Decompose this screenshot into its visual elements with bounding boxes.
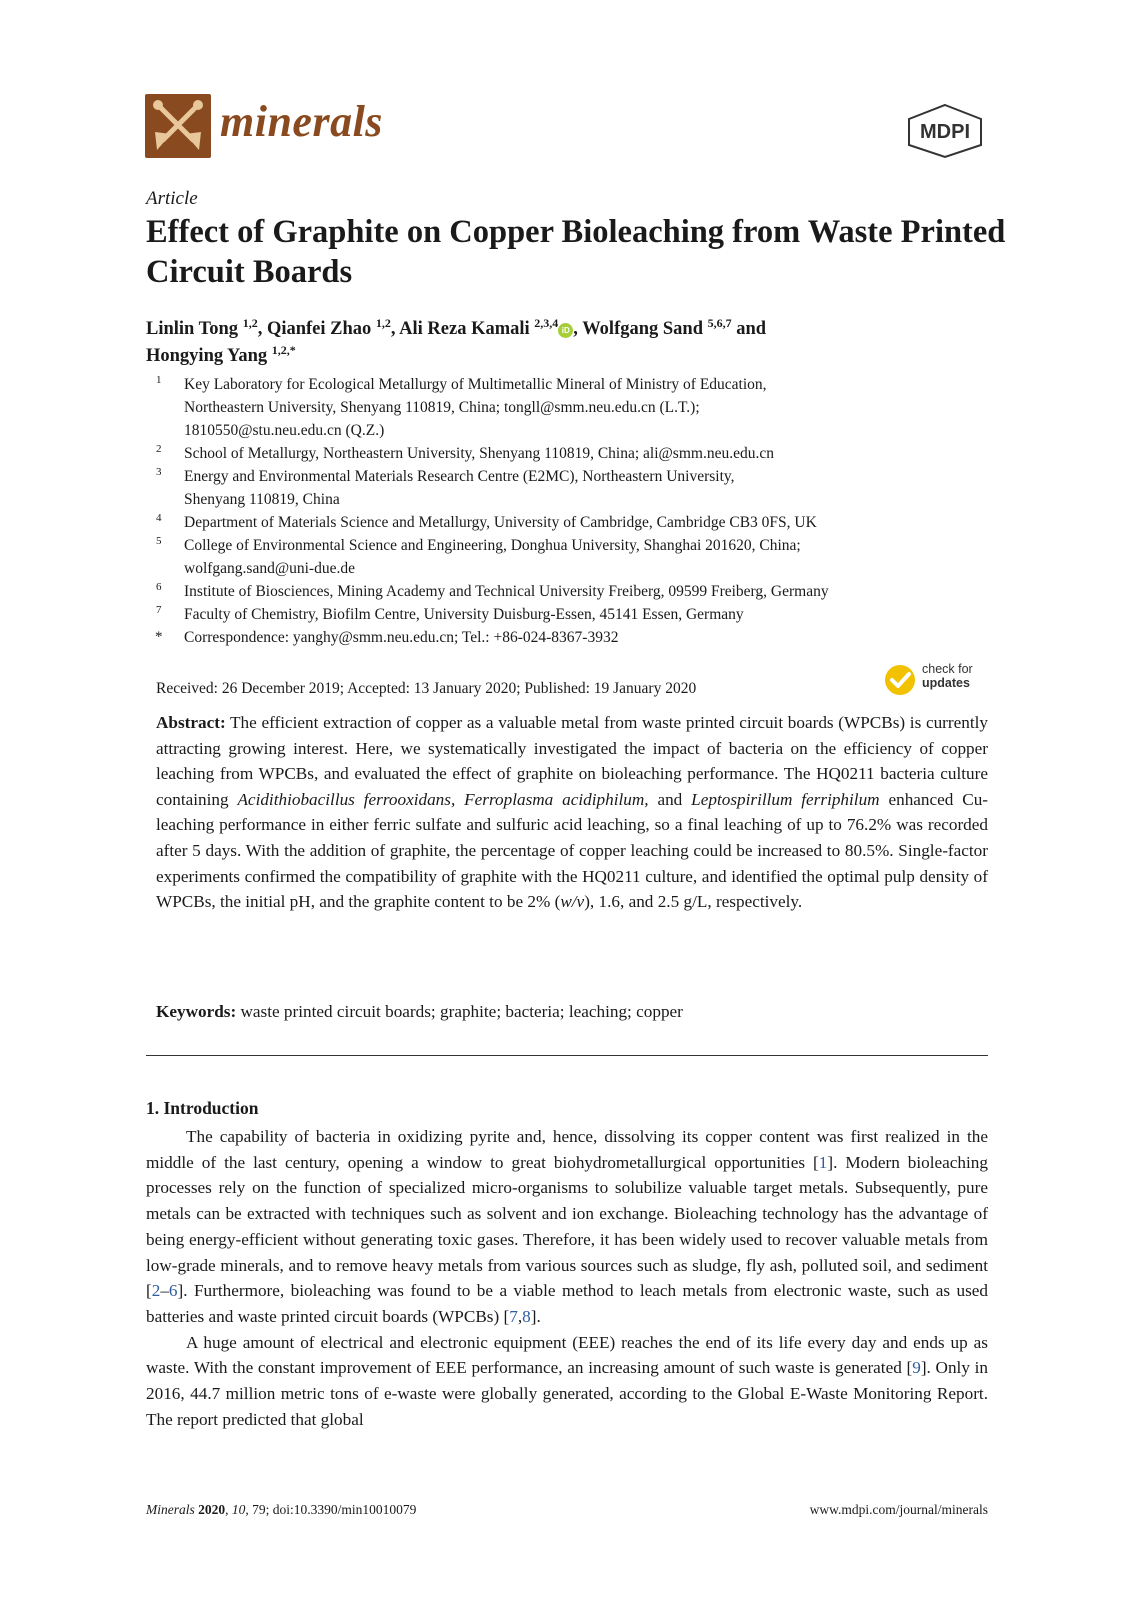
abstract-text: The efficient extraction of copper as a valuable metal from waste printed circuit boards (WPCBs) is currently attracting growing interest. Here, we systematically investigated the impact of bacteria on the efficiency of copper leaching from WPCBs, and evaluated the effect of graphite on bioleaching performance. The HQ0211 bacteria culture containing bbox=[156, 713, 988, 809]
publication-dates: Received: 26 December 2019; Accepted: 13 January 2020; Published: 19 January 2020 bbox=[156, 680, 697, 697]
affiliation-line: 1810550@stu.neu.edu.cn (Q.Z.) bbox=[184, 422, 385, 439]
author-list: Linlin Tong $^{1,2}$, Qianfei Zhao $^{1,2}$, Ali Reza Kamali $^{2,3,4}$iD , Wolfgang Sand $^{5,6,7}$ and Hongying Yang $^{1,2,*}$ bbox=[146, 316, 767, 366]
citation-link[interactable]: 7 bbox=[509, 1306, 518, 1326]
author-name[interactable]: Wolfgang Sand bbox=[582, 319, 704, 339]
check-for-updates-badge[interactable] bbox=[884, 660, 994, 700]
affiliation-mark: 6 bbox=[156, 581, 162, 593]
keywords-label: Keywords: bbox=[156, 1002, 237, 1021]
paragraph bbox=[146, 1124, 988, 1330]
abstract-label: Abstract: bbox=[156, 713, 226, 732]
paragraph-text: The capability of bacteria in oxidizing pyrite and, hence, dissolving its copper content was first realized in the middle of the last century, opening a window to great biohydrometallurgical opportunities [ bbox=[146, 1127, 988, 1172]
crossed-shovels-icon bbox=[145, 94, 211, 158]
abstract-text: enhanced Cu-leaching performance in either ferric sulfate and sulfuric acid leaching, so a final leaching of up to 76.2% was recorded after 5 days. With the addition of graphite, the percentage of copper leaching could be increased to 80.5%. Single-factor experiments confirmed the compatibility of graphite with the HQ0211 culture, and identified the optimal pulp density of WPCBs, the initial pH, and the graphite content to be 2% ( bbox=[156, 789, 989, 912]
affiliation-line: Department of Materials Science and Metallurgy, University of Cambridge, Cambridge CB3 0FS, UK bbox=[184, 514, 817, 531]
footer-journal: Minerals bbox=[146, 1502, 195, 1517]
affiliation-mark: 2 bbox=[156, 443, 162, 455]
affiliation-line: Energy and Environmental Materials Research Centre (E2MC), Northeastern University, bbox=[184, 468, 735, 485]
affiliation-item bbox=[150, 580, 1010, 603]
affiliation-item bbox=[150, 626, 1010, 649]
journal-url-link[interactable]: www.mdpi.com/journal/minerals bbox=[809, 1502, 988, 1517]
affiliation-mark: 7 bbox=[156, 604, 162, 616]
paper-title: Effect of Graphite on Copper Bioleaching from Waste Printed Circuit Boards bbox=[146, 214, 1006, 290]
abstract-italic: w/v bbox=[560, 892, 585, 912]
abstract-text: and bbox=[648, 789, 692, 809]
affiliation-mark: 4 bbox=[156, 512, 162, 524]
check-badge-icon bbox=[884, 664, 916, 696]
paragraph-text: ]. bbox=[530, 1306, 541, 1326]
check-updates-line1: check for bbox=[922, 662, 973, 676]
keywords-text: waste printed circuit boards; graphite; bacteria; leaching; copper bbox=[236, 1002, 683, 1021]
orcid-icon[interactable]: iD bbox=[558, 323, 573, 338]
affiliation-line: Correspondence: yanghy@smm.neu.edu.cn; Tel.: +86-024-8367-3932 bbox=[184, 629, 619, 646]
affiliation-line: Shenyang 110819, China bbox=[184, 491, 340, 508]
affiliation-line: wolfgang.sand@uni-due.de bbox=[184, 560, 355, 577]
author-name[interactable]: Linlin Tong bbox=[146, 319, 239, 339]
abstract-text: ), 1.6, and 2.5 g/L, respectively. bbox=[584, 892, 803, 912]
abstract bbox=[156, 710, 988, 915]
paragraph-text: ]. Only in 2016, 44.7 million metric tons of e-waste were globally generated, according to the Global E-Waste Monitoring Report. The report predicted that global bbox=[146, 1358, 988, 1429]
paragraph bbox=[146, 1330, 988, 1433]
affiliation-mark: * bbox=[155, 629, 163, 645]
affiliation-mark: 1 bbox=[156, 374, 162, 386]
affiliation-item bbox=[150, 534, 1010, 580]
affiliation-mark: 3 bbox=[156, 466, 162, 478]
author-name[interactable]: Qianfei Zhao bbox=[266, 319, 372, 339]
affiliation-line: Faculty of Chemistry, Biofilm Centre, University Duisburg-Essen, 45141 Essen, Germany bbox=[184, 606, 744, 623]
article-type: Article bbox=[146, 188, 198, 209]
introduction-body bbox=[146, 1124, 988, 1432]
divider bbox=[146, 1055, 988, 1056]
author-affiliation-marks: 1,2 bbox=[375, 316, 391, 330]
mdpi-logo-text: MDPI bbox=[920, 121, 970, 143]
affiliation-item bbox=[150, 373, 1010, 442]
citation-footer: Minerals 2020, 10, 79; doi:10.3390/min10010079 bbox=[146, 1502, 417, 1517]
check-updates-line2: updates bbox=[922, 676, 970, 690]
author-name[interactable]: Ali Reza Kamali bbox=[399, 319, 530, 339]
abstract-text bbox=[455, 790, 464, 809]
footer-volume: 10 bbox=[231, 1502, 246, 1517]
affiliation-list bbox=[150, 373, 1010, 649]
author-affiliation-marks: 5,6,7 bbox=[707, 316, 732, 330]
affiliation-item bbox=[150, 442, 1010, 465]
affiliation-line: Key Laboratory for Ecological Metallurgy of Multimetallic Mineral of Ministry of Education, bbox=[184, 376, 767, 393]
abstract-italic: Ferroplasma acidiphilum, bbox=[464, 789, 649, 809]
citation-link[interactable]: 8 bbox=[522, 1306, 531, 1326]
section-heading: 1. Introduction bbox=[146, 1098, 259, 1118]
affiliation-item bbox=[150, 511, 1010, 534]
affiliation-line: School of Metallurgy, Northeastern University, Shenyang 110819, China; ali@smm.neu.edu.cn bbox=[184, 445, 774, 462]
citation-link[interactable]: 2 bbox=[151, 1281, 161, 1301]
affiliation-line: College of Environmental Science and Engineering, Donghua University, Shanghai 201620, China; bbox=[184, 537, 801, 554]
paragraph-text: ]. Modern bioleaching processes rely on the function of specialized micro-organisms to solubilize valuable target metals. Subsequently, pure metals can be extracted with techniques such as solvent and ion exchange. Bioleaching technology has the advantage of being energy-efficient without generating toxic gases. Therefore, it has been widely used to recover valuable metals from low-grade minerals, and to remove heavy metals from various sources such as sludge, fly ash, polluted soil, and sediment [ bbox=[146, 1152, 988, 1301]
journal-logo bbox=[145, 94, 211, 158]
paragraph-text: – bbox=[160, 1281, 169, 1301]
keywords bbox=[156, 1002, 988, 1022]
footer-doi: , 79; doi:10.3390/min10010079 bbox=[245, 1502, 417, 1517]
footer-year: 2020 bbox=[198, 1502, 226, 1517]
mdpi-hexagon-icon bbox=[905, 103, 985, 159]
affiliation-line: Institute of Biosciences, Mining Academy and Technical University Freiberg, 09599 Freiberg, Germany bbox=[184, 583, 829, 600]
paragraph-text: ]. Furthermore, bioleaching was found to be a viable method to leach metals from electronic waste, such as used batteries and waste printed circuit boards (WPCBs) [ bbox=[146, 1281, 988, 1326]
affiliation-item bbox=[150, 465, 1010, 511]
abstract-italic: Acidithiobacillus ferrooxidans, bbox=[237, 789, 456, 809]
citation-link[interactable]: 9 bbox=[912, 1358, 921, 1378]
author-affiliation-marks: 1,2,* bbox=[271, 343, 296, 357]
paragraph-text: , bbox=[517, 1306, 523, 1326]
author-name[interactable]: Hongying Yang bbox=[146, 346, 268, 366]
journal-name: minerals bbox=[220, 97, 383, 146]
affiliation-line: Northeastern University, Shenyang 110819, China; tongll@smm.neu.edu.cn (L.T.); bbox=[184, 399, 700, 416]
mdpi-logo bbox=[905, 103, 985, 159]
affiliation-item bbox=[150, 603, 1010, 626]
abstract-text bbox=[156, 713, 988, 911]
citation-link[interactable]: 6 bbox=[168, 1281, 178, 1301]
affiliation-mark: 5 bbox=[156, 535, 162, 547]
citation-link[interactable]: 1 bbox=[818, 1152, 828, 1172]
author-affiliation-marks: 1,2 bbox=[242, 316, 258, 330]
author-affiliation-marks: 2,3,4 bbox=[534, 316, 559, 330]
abstract-italic: Leptospirillum ferriphilum bbox=[691, 789, 880, 809]
paragraph-text: A huge amount of electrical and electronic equipment (EEE) reaches the end of its life every day and ends up as waste. With the constant improvement of EEE performance, an increasing amount of such waste is generated [ bbox=[146, 1332, 988, 1378]
